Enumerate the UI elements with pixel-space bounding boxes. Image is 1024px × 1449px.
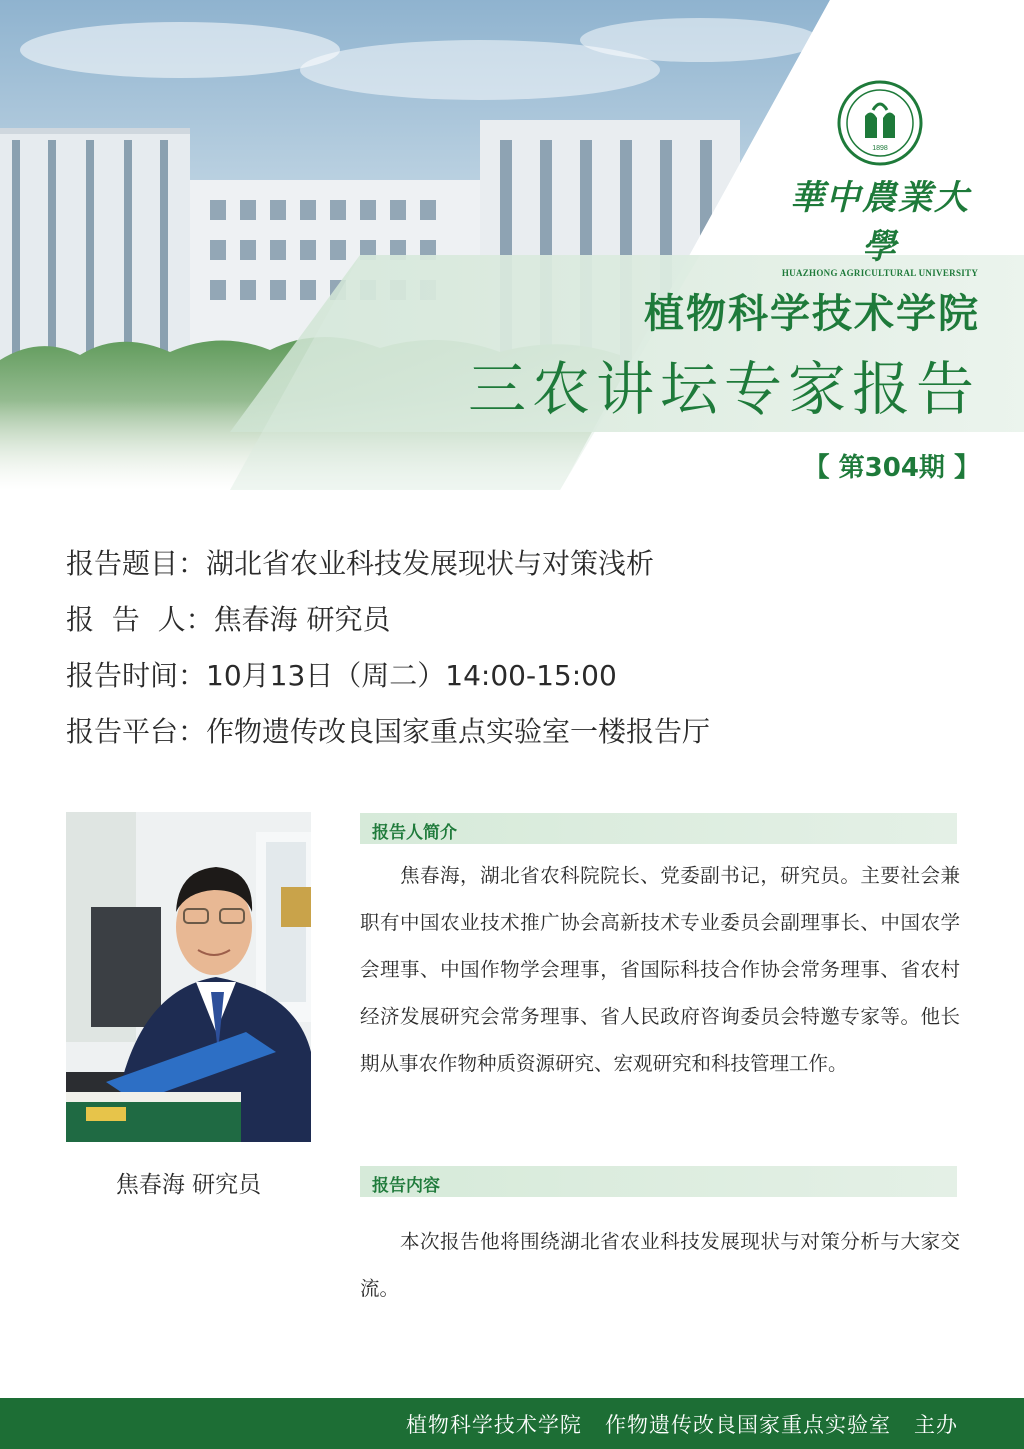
speaker-photo — [66, 812, 311, 1142]
topic-label: 报告题目： — [66, 547, 207, 580]
bio-heading: 报告人简介 — [372, 823, 457, 843]
speaker-label: 报 告 人： — [66, 603, 214, 636]
time-row — [66, 652, 710, 708]
time-value: 10月13日（周二）14:00-15:00 — [206, 659, 617, 692]
report-info — [66, 540, 710, 764]
venue-value: 作物遗传改良国家重点实验室一楼报告厅 — [206, 715, 711, 748]
university-name-en: HUAZHONG AGRICULTURAL UNIVERSITY — [781, 268, 979, 278]
svg-text:1898: 1898 — [872, 145, 888, 152]
speaker-portrait-image — [66, 812, 311, 1142]
organizer-text: 植物科学技术学院 作物遗传改良国家重点实验室 主办 — [405, 1413, 958, 1437]
forum-title: 三农讲坛专家报告 — [467, 355, 980, 423]
content-heading: 报告内容 — [372, 1176, 440, 1196]
venue-label: 报告平台： — [66, 715, 207, 748]
venue-row — [66, 708, 710, 764]
content-text: 本次报告他将围绕湖北省农业科技发展现状与对策分析与大家交流。 — [360, 1230, 960, 1300]
footer-bar — [0, 1398, 1024, 1449]
speaker-row — [66, 596, 710, 652]
university-seal-icon — [837, 80, 923, 166]
content-heading-bar — [360, 1166, 957, 1197]
university-name: 華中農業大學 — [790, 178, 970, 267]
topic-row — [66, 540, 710, 596]
college-name: 植物科学技术学院 — [644, 291, 980, 337]
photo-caption: 焦春海 研究员 — [115, 1172, 262, 1198]
time-label: 报告时间： — [66, 659, 207, 692]
issue-number: 【 第304期 】 — [803, 453, 980, 483]
speaker-value: 焦春海 研究员 — [213, 603, 391, 636]
bio-text: 焦春海，湖北省农科院院长、党委副书记，研究员。主要社会兼职有中国农业技术推广协会高新技术专业委员会副理事长、中国农学会理事、中国作物学会理事，省国际科技合作协会常务理事、省农村经济发展研究会常务理事、省人民政府咨询委员会特邀专家等。他长期从事农作物种质资源研究、宏观研究和科技管理工作。 — [360, 864, 960, 1075]
university-logo — [780, 80, 980, 278]
bio-heading-bar — [360, 813, 957, 844]
topic-value: 湖北省农业科技发展现状与对策浅析 — [206, 547, 655, 580]
